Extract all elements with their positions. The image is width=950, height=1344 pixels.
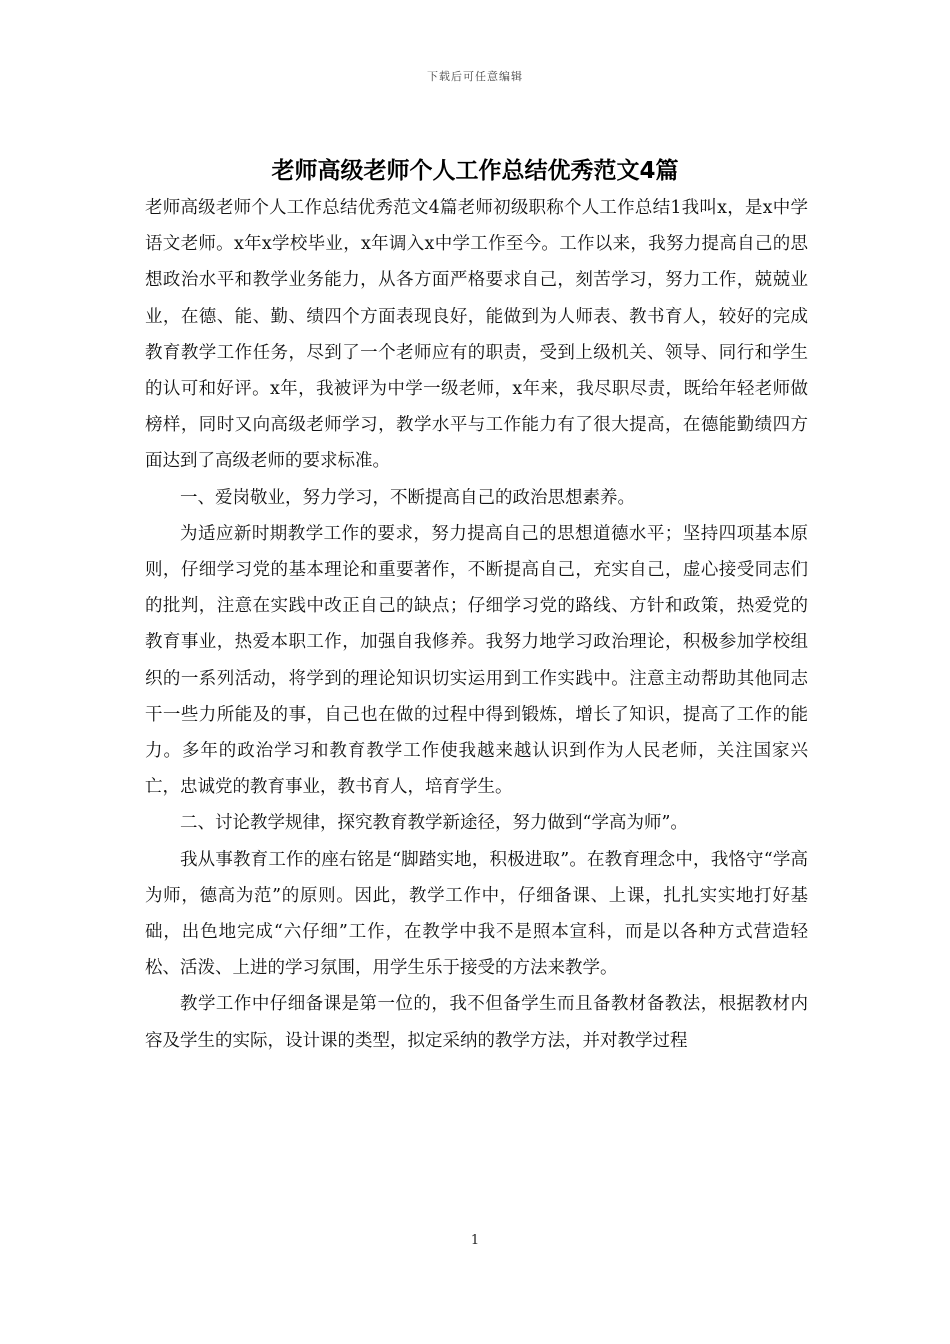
document-body (145, 190, 808, 1059)
page-number: 1 (470, 1233, 480, 1248)
section-heading-1: 一、爱岗敬业，努力学习，不断提高自己的政治思想素养。 (180, 487, 635, 508)
paragraph-section-2a: 我从事教育工作的座右铭是“脚踏实地，积极进取”。在教育理念中，我恪守“学高为师，德高为范”的原则。因此，教学工作中，仔细备课、上课，扎扎实实地打好基础，出色地完成“六仔细”工作，在教学中我不是照本宣科，而是以各种方式营造轻松、活泼、上进的学习氛围，用学生乐于接受的方法来教学。 (145, 849, 808, 979)
document-title: 老师高级老师个人工作总结优秀范文4篇 (271, 158, 679, 184)
section-heading-2: 二、讨论教学规律，探究教育教学新途径，努力做到“学高为师”。 (180, 813, 688, 834)
header-note: 下载后可任意编辑 (427, 70, 523, 83)
paragraph-section-1: 为适应新时期教学工作的要求，努力提高自己的思想道德水平；坚持四项基本原则，仔细学习党的基本理论和重要著作，不断提高自己，充实自己，虚心接受同志们的批判，注意在实践中改正自己的缺点；仔细学习党的路线、方针和政策，热爱党的教育事业，热爱本职工作，加强自我修养。我努力地学习政治理论，积极参加学校组织的一系列活动，将学到的理论知识切实运用到工作实践中。注意主动帮助其他同志干一些力所能及的事，自己也在做的过程中得到锻炼，增长了知识，提高了工作的能力。多年的政治学习和教育教学工作使我越来越认识到作为人民老师，关注国家兴亡，忠诚党的教育事业，教书育人，培育学生。 (145, 523, 808, 798)
paragraph-section-2b: 教学工作中仔细备课是第一位的，我不但备学生而且备教材备教法，根据教材内容及学生的实际，设计课的类型，拟定采纳的教学方法，并对教学过程 (145, 994, 808, 1051)
paragraph-intro: 老师高级老师个人工作总结优秀范文4篇老师初级职称个人工作总结1我叫x，是x中学语文老师。x年x学校毕业，x年调入x中学工作至今。工作以来，我努力提高自己的思想政治水平和教学业务能力，从各方面严格要求自己，刻苦学习，努力工作，兢兢业业，在德、能、勤、绩四个方面表现良好，能做到为人师表、教书育人，较好的完成教育教学工作任务，尽到了一个老师应有的职责，受到上级机关、领导、同行和学生的认可和好评。x年，我被评为中学一级老师，x年来，我尽职尽责，既给年轻老师做榜样，同时又向高级老师学习，教学水平与工作能力有了很大提高，在德能勤绩四方面达到了高级老师的要求标准。 (145, 198, 808, 472)
